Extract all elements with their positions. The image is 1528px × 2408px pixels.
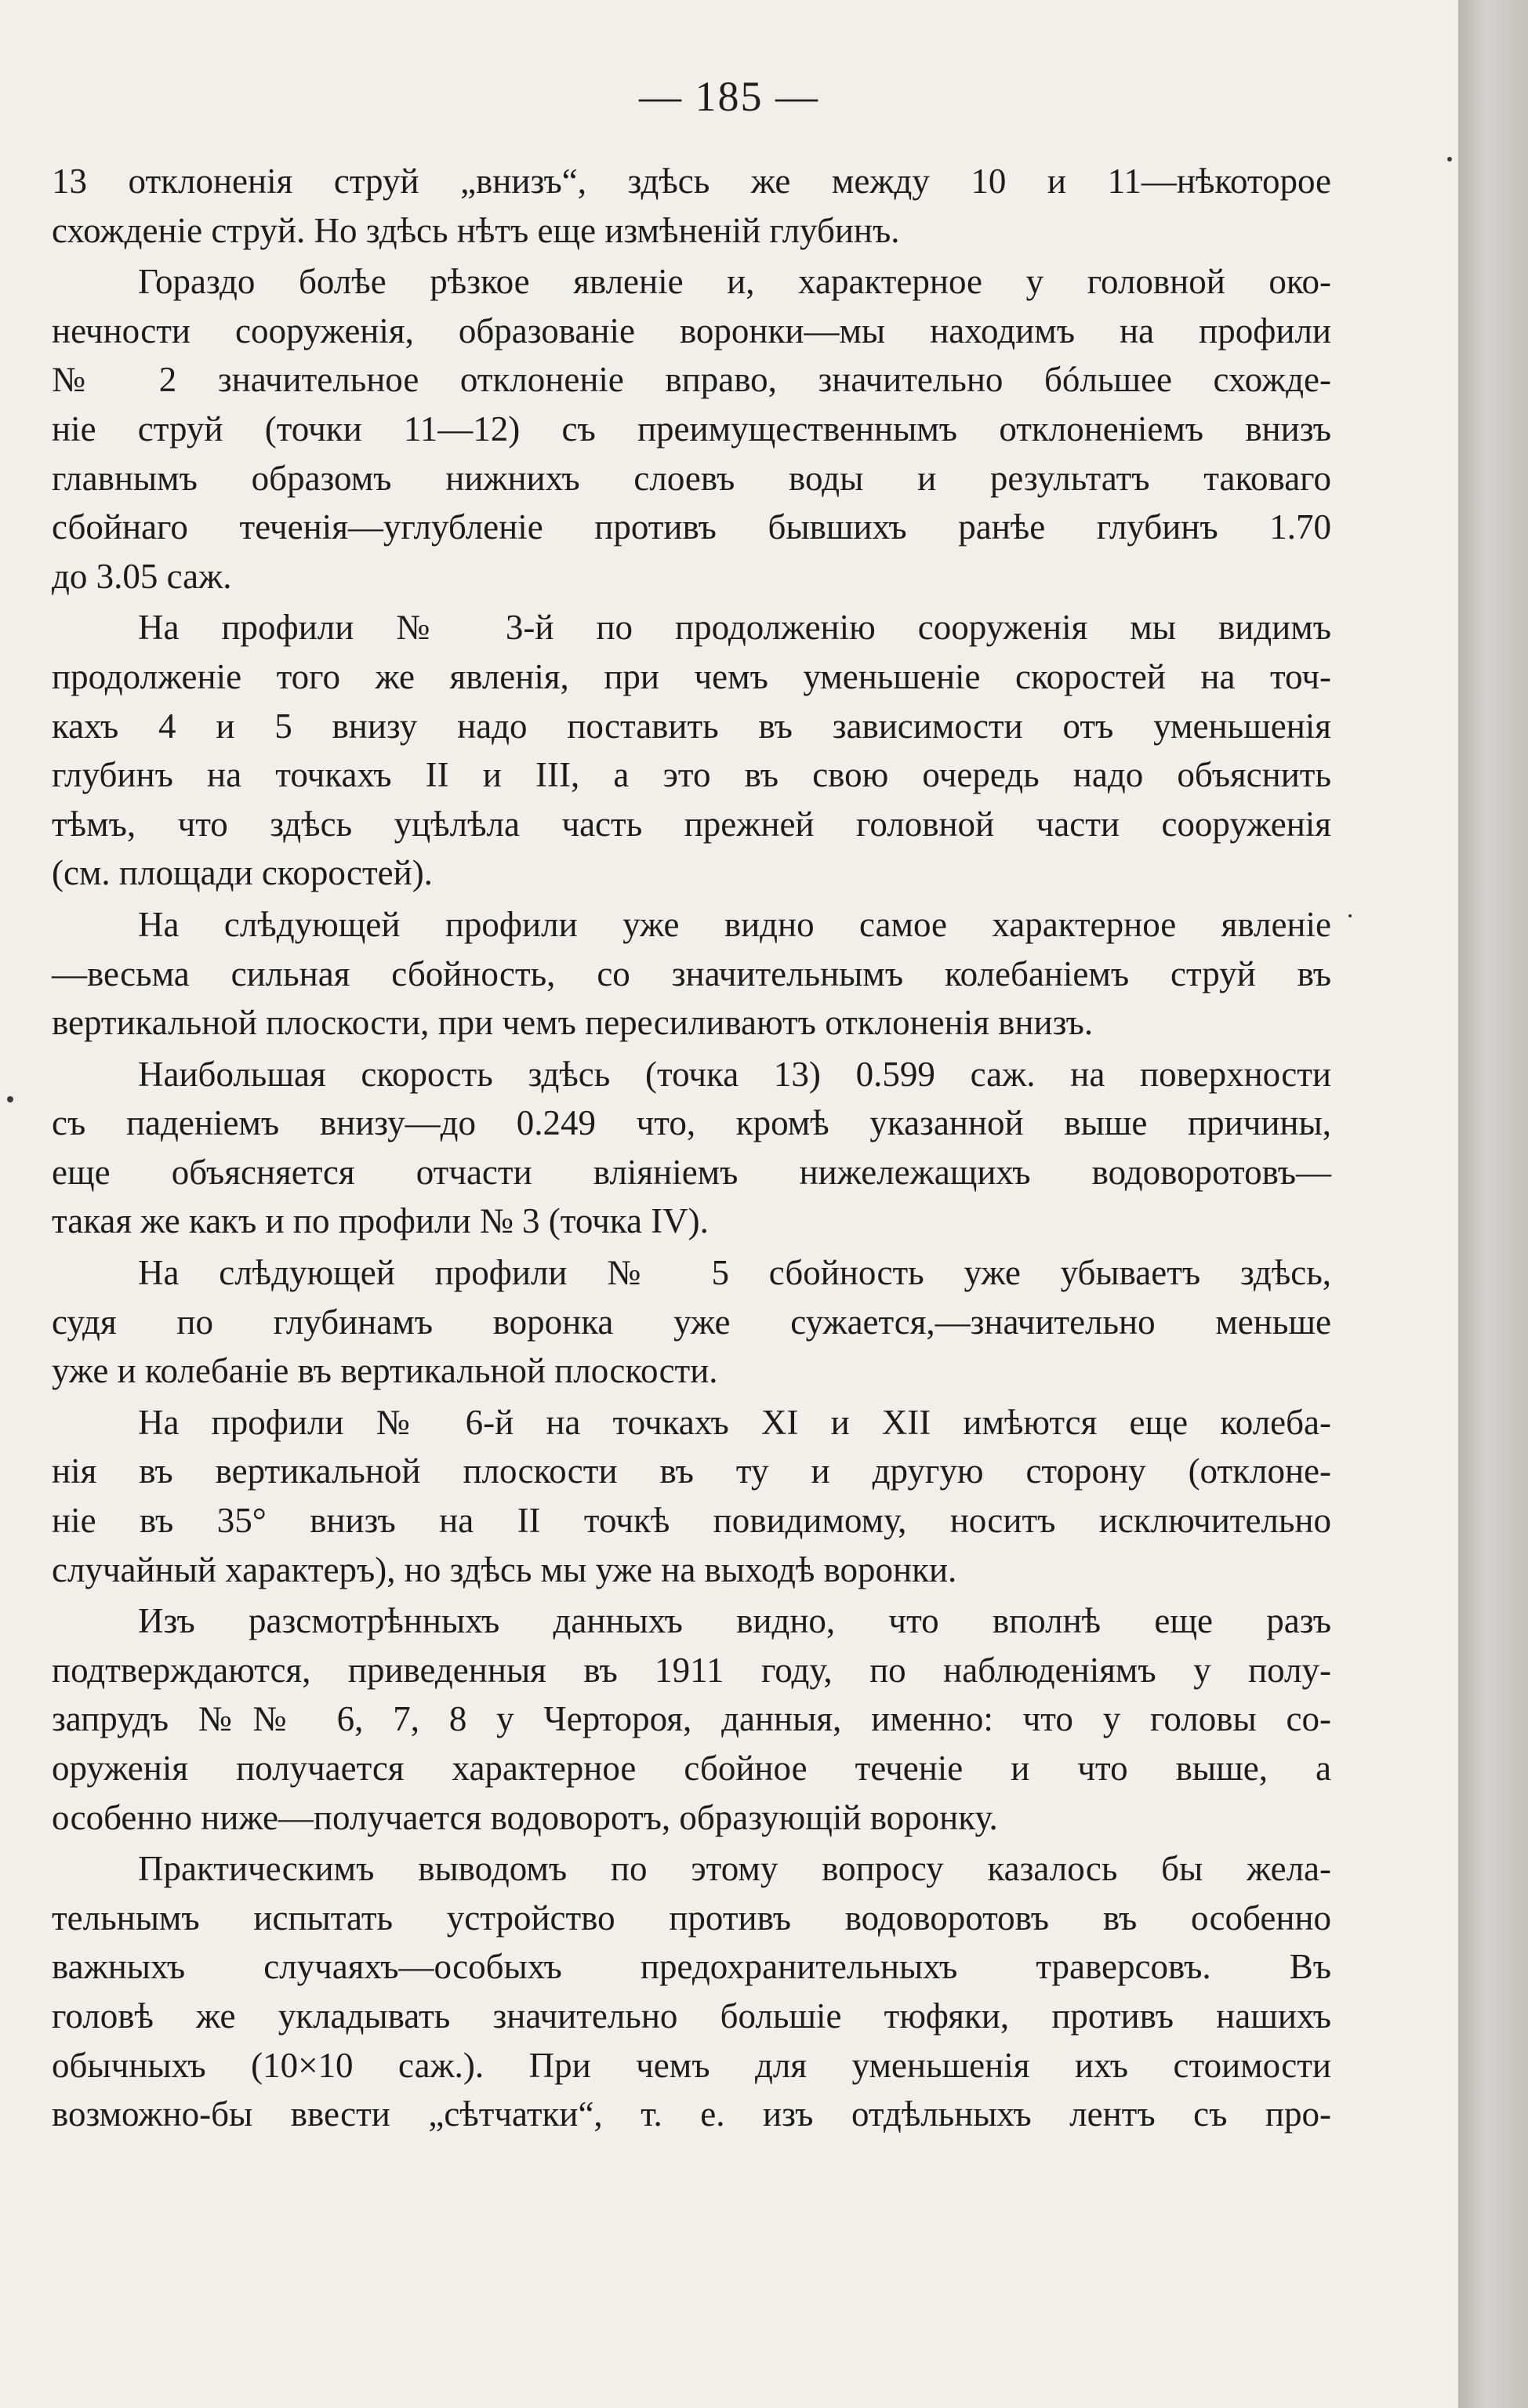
text-line: продолженіе того же явленія, при чемъ уменьшеніе скоростей на точ- [52, 656, 1331, 696]
text-line: кахъ 4 и 5 внизу надо поставить въ зависимости отъ уменьшенія [52, 706, 1331, 746]
page-number: — 185 — [639, 73, 819, 120]
text-line: уже и колебаніе въ вертикальной плоскости. [52, 1351, 718, 1391]
print-speck [1348, 914, 1352, 917]
text-line: до 3.05 саж. [52, 556, 232, 596]
text-line: запрудъ №№ 6, 7, 8 у Чертороя, данныя, именно: что у головы со- [52, 1699, 1331, 1739]
text-line: № 2 значительное отклоненіе вправо, значительно бóльшее схожде- [52, 360, 1331, 400]
text-line: (см. площади скоростей). [52, 853, 433, 893]
text-line: 13 отклоненія струй „внизъ“, здѣсь же между 10 и 11—нѣкоторое [52, 162, 1331, 201]
text-line: —весьма сильная сбойность, со значительнымъ колебаніемъ струй въ [52, 953, 1331, 993]
text-line: На слѣдующей профили уже видно самое характерное явленіе [138, 904, 1331, 944]
print-speck [7, 1096, 13, 1102]
text-line: сбойнаго теченія—углубленіе противъ бывшихъ ранѣе глубинъ 1.70 [52, 507, 1331, 547]
text-line: нія въ вертикальной плоскости въ ту и другую сторону (отклоне- [52, 1451, 1331, 1491]
text-line: схожденіе струй. Но здѣсь нѣтъ еще измѣненій глубинъ. [52, 210, 900, 250]
text-line: Наибольшая скорость здѣсь (точка 13) 0.599 саж. на поверхности [138, 1054, 1331, 1094]
body-text [52, 157, 1331, 2141]
text-line: вертикальной плоскости, при чемъ пересиливаютъ отклоненія внизъ. [52, 1003, 1094, 1043]
text-line: оруженія получается характерное сбойное теченіе и что выше, а [52, 1749, 1331, 1788]
text-line: еще объясняется отчасти вліяніемъ нижележащихъ водоворотовъ— [52, 1152, 1331, 1192]
text-line: На слѣдующей профили № 5 сбойность уже убываетъ здѣсь, [138, 1253, 1331, 1293]
text-line: подтверждаются, приведенныя въ 1911 году, по наблюденіямъ у полу- [52, 1650, 1331, 1690]
text-line: Гораздо болѣе рѣзкое явленіе и, характерное у головной око- [138, 262, 1331, 302]
text-line: головѣ же укладывать значительно большіе тюфяки, противъ нашихъ [52, 1996, 1331, 2036]
text-line: Практическимъ выводомъ по этому вопросу казалось бы жела- [138, 1849, 1331, 1889]
text-line: съ паденіемъ внизу—до 0.249 что, кромѣ указанной выше причины, [52, 1103, 1331, 1143]
text-line: На профили № 6-й на точкахъ XI и XII имѣются еще колеба- [138, 1402, 1331, 1442]
text-line: тѣмъ, что здѣсь уцѣлѣла часть прежней головной части сооруженія [52, 804, 1331, 844]
text-line: ніе струй (точки 11—12) съ преимущественнымъ отклоненіемъ внизъ [52, 409, 1331, 449]
text-line: глубинъ на точкахъ II и III, а это въ свою очередь надо объяснить [52, 755, 1331, 795]
print-speck [1447, 157, 1452, 162]
text-line: ніе въ 35° внизъ на II точкѣ повидимому, носитъ исключительно [52, 1501, 1331, 1541]
text-line: возможно-бы ввести „сѣтчатки“, т. е. изъ отдѣльныхъ лентъ съ про- [52, 2094, 1331, 2134]
text-line: случайный характеръ), но здѣсь мы уже на выходѣ воронки. [52, 1549, 957, 1589]
text-line: главнымъ образомъ нижнихъ слоевъ воды и результатъ таковаго [52, 458, 1331, 498]
text-line: На профили № 3-й по продолженію сооруженія мы видимъ [138, 608, 1331, 648]
text-line: такая же какъ и по профили № 3 (точка IV). [52, 1201, 709, 1241]
text-line: судя по глубинамъ воронка уже сужается,—значительно меньше [52, 1302, 1331, 1342]
text-line: особенно ниже—получается водоворотъ, образующій воронку. [52, 1797, 998, 1837]
text-line: обычныхъ (10×10 саж.). При чемъ для уменьшенія ихъ стоимости [52, 2045, 1331, 2085]
text-line: тельнымъ испытать устройство противъ водоворотовъ въ особенно [52, 1898, 1331, 1938]
paragraph-gap [52, 2139, 1331, 2141]
text-line: важныхъ случаяхъ—особыхъ предохранительныхъ траверсовъ. Въ [52, 1947, 1331, 1987]
text-line: нечности сооруженія, образованіе воронки—мы находимъ на профили [52, 311, 1331, 350]
text-line: Изъ разсмотрѣнныхъ данныхъ видно, что вполнѣ еще разъ [138, 1601, 1331, 1641]
page-edge [1458, 0, 1528, 2408]
